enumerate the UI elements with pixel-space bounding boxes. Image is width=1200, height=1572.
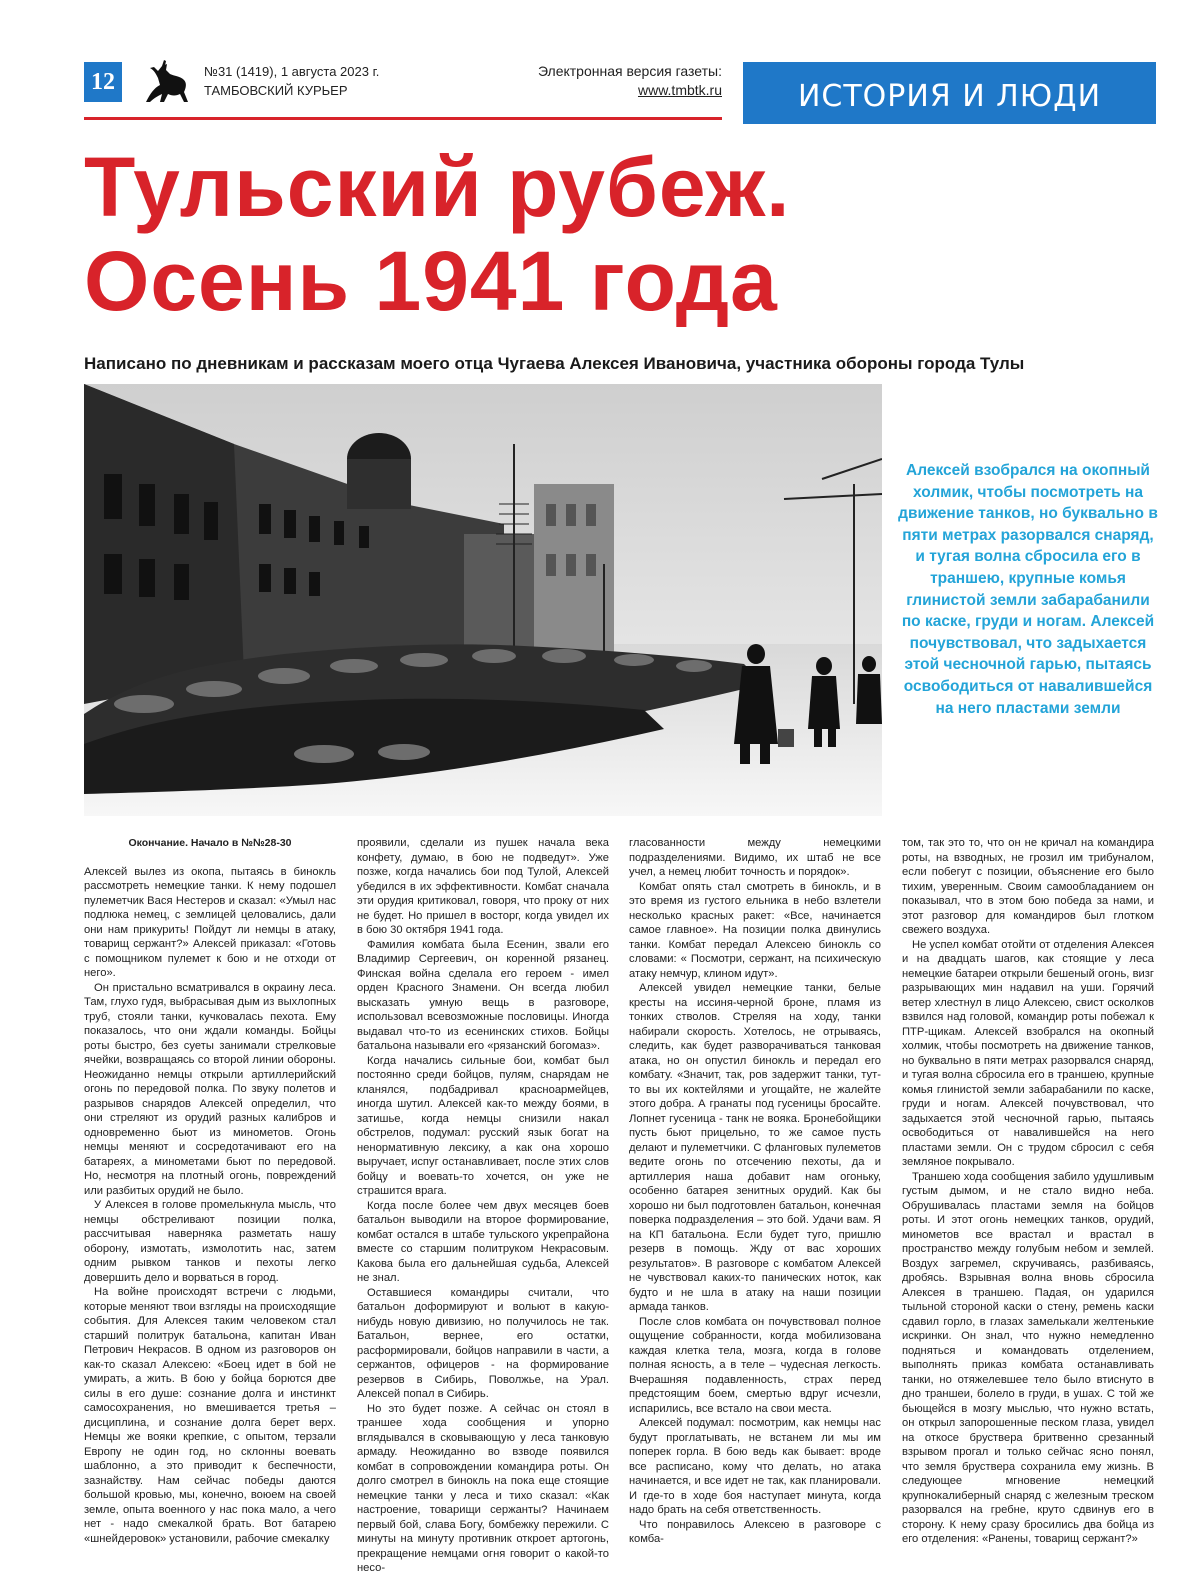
page-number: 12 (84, 62, 122, 102)
paragraph: Но это будет позже. А сейчас он стоял в траншее хода сообщения и упорно вглядывался в сковывающую у леса танковую армаду. Неожиданно во взводе появился комбат в сопровождении командира роты. Он долго смотрел в бинокль на пока еще стоящие немецкие танки у леса и тихо сказал: «Как настроение, товарищи сержанты? Начинаем первый бой, слава Богу, бомбежку пережили. С минуты на минуту противник откроет артогонь, прекращение немцами огня говорит о какой-то несо- (357, 1402, 609, 1572)
article-subtitle: Написано по дневникам и рассказам моего отца Чугаева Алексея Ивановича, участника обороны города Тулы (84, 354, 1025, 373)
paragraph: Фамилия комбата была Есенин, звали его Владимир Сергеевич, он коренной рязанец. Финская война сделала его героем - имел орден Красного Знамени. Он всегда любил высказать умную вещь в разговоре, использовал всевозможные пословицы. Иногда выдавал что-то из есенинских стихов. Бойцы батальона называли его «рязанский богомаз». (357, 938, 609, 1052)
paragraph: Он пристально всматривался в окраину леса. Там, глухо гудя, выбрасывая дым из выхлопных труб, стояли танки, кучковалась пехота. Ему показалось, что они ждали команды. Бойцы роты быстро, без суеты занимали стрелковые ячейки, возвращаясь со второй линии обороны. Неожиданно немцы открыли артиллерийский огонь по передовой полка. По звуку полетов и разрывов снарядов Алексей определил, что они стреляют из орудий разных калибров и одновременно бьют из минометов. Огонь немцы меняют и сосредотачивают его на батареях, а минометами бьют по передовой. Но, несмотря на плотный огонь, повреждений или разбитых орудий не было. (84, 981, 336, 1197)
paper-name: ТАМБОВСКИЙ КУРЬЕР (204, 83, 348, 98)
paragraph: Комбат опять стал смотреть в бинокль, и в это время из густого ельника в небо взлетели несколько красных ракет: «Все, начинается самое главное». На позиции полка двинулись танки. Комбат передал Алексею бинокль со словами: « Посмотри, сержант, на психическую атаку немчур, клином идут». (629, 880, 881, 980)
header-divider (84, 117, 722, 120)
ending-note: Окончание. Начало в №№28-30 (128, 837, 292, 849)
text-column-3 (629, 836, 881, 1547)
paragraph: гласованности между немецкими подразделениями. Видимо, их штаб не все учел, а немец любит точность и порядок». (629, 837, 881, 878)
article-title: Тульский рубеж. Осень 1941 года (84, 140, 791, 328)
text-column-1 (84, 836, 336, 1546)
paragraph: На войне происходят встречи с людьми, которые меняют твои взгляды на происходящие события. Для Алексея таким человеком стал старший политрук батальона, капитан Иван Петрович Некрасов. В одном из разговоров он как-то сказал Алексею: «Боец идет в бой не умирать, а жить. В бою у бойца борются две силы в его душе: сознание долга и инстинкт самосохранения, но вмешивается третья – дисциплина, и сознание долга берет верх. Немцы же вояки крепкие, с опытом, терзали Европу не один год, но склонны воевать шаблонно, а это приводит к беспечности, зазнайству. Нам сейчас победы даются большой кровью, мы, конечно, воюем на своей земле, опыта военного у нас пока мало, а чего нет - надо смекалкой брать. Вот батарею «шнейдеровок» установили, рабочие смекалку (84, 1286, 336, 1545)
paragraph: Когда после более чем двух месяцев боев батальон выводили на второе формирование, комбат остался в штабе тульского укрепрайона вместе со старшим политруком Некрасовым. Какова была его дальнейшая судьба, Алексей не знал. (357, 1199, 609, 1284)
paragraph: Алексей подумал: посмотрим, как немцы нас будут проглатывать, не встанем ли мы им поперек горла. В бою ведь как бывает: вроде все расписано, кому что делать, но атака начинается, и все идет не так, как планировали. И где-то в ходе боя наступает минута, когда надо брать на себя ответственность. (629, 1417, 881, 1516)
paragraph: Что понравилось Алексею в разговоре с комба- (629, 1518, 881, 1545)
text-column-4 (902, 836, 1154, 1547)
text-column-2 (357, 836, 609, 1572)
paragraph: Алексей увидел немецкие танки, белые кресты на иссиня-черной броне, пламя из тонких стволов. Стреляя на ходу, танки набирали скорость. Хотелось, не отрываясь, следить, как будет разворачиваться танковая атака, но он опустил бинокль и передал его комбату. «Значит, так, ров задержит танки, тут-то вы их коктейлями и угощайте, не жалейте этого добра. А гранаты под гусеницы бросайте. Лопнет гусеница - танк не вояка. Бронебойщики пусть бьют прицельно, то же самое пусть делают и пулеметчики. С фланговых пулеметов ведите огонь по отсечению пехоты, да и артиллерия наша добавит нам огоньку, особенно батарея зенитных орудий. Как бы хорошо ни был подготовлен батальон, конечная поверка подразделения – это бой. Удачи вам. Я на КП батальона. Если будет туго, пришлю резерв в помощь. Жду от вас хороших результатов». В разговоре с комбатом Алексей не чувствовал каких-то панических ноток, как будто и не шла в атаку на наши позиции армада танков. (629, 982, 881, 1313)
paragraph: Траншею хода сообщения забило удушливым густым дымом, и не стало видно неба. Обрушивалась пластами земля на бойцов роты. И этот огонь немецких танков, орудий, минометов все врастал и врастал в пространство между голубым небом и землей. Воздух загремел, скручиваясь, разбиваясь, дробясь. Взрывная волна вновь сбросила Алексея в траншею. Падая, он ударился тыльной стороной каски о стену, ремень каски сдавил горло, в глазах замелькали желтенькие искринки. Он знал, что нужно немедленно подняться и командовать отделением, выполнять приказ комбата останавливать танки, но отяжелевшее тело было втиснуто в дно траншеи, болело в груди, в ушах. С той же бьющейся в мозгу мыслью, что нужно встать, он открыл запорошенные песком глаза, увидел на откосе бруствера бритвенно срезанный взрывом прогал и только сейчас ясно понял, что земля бруствера сохранила ему жизнь. В следующее мгновение немецкий крупнокалиберный снаряд с железным треском разорвался на гребне, круто сдвинув его в сторону. К нему сразу бросились два бойца из его отделения: «Ранены, товарищ сержант?» (902, 1170, 1154, 1545)
historical-photo (84, 384, 882, 816)
paragraph: Когда начались сильные бои, комбат был постоянно среди бойцов, пулям, снарядам не кланялся, подбадривал красноармейцев, иногда шутил. Алексей как-то между боями, в затишье, когда немцы снизили накал обстрелов, подумал: русский язык богат на ненормативную лексику, а как она хорошо выручает, испуг останавливает, после этих слов бойцу и воевать-то хочется, он уже не страшится врага. (357, 1054, 609, 1197)
section-rubric: ИСТОРИЯ И ЛЮДИ (743, 62, 1156, 124)
paragraph: После слов комбата он почувствовал полное ощущение собранности, когда мобилизована каждая клетка тела, мозга, когда в голове полная ясность, а в теле – чудесная легкость. Вчерашняя подавленность, страх перед предстоящим боем, смертью вдруг исчезли, испарились, все встало на свои места. (629, 1315, 881, 1415)
website-link[interactable]: www.tmbtk.ru (637, 82, 722, 98)
paragraph: Оставшиеся командиры считали, что батальон доформируют и вольют в какую-нибудь новую дивизию, но получилось не так. Батальон, вернее, его остатки, расформировали, бойцов направили в части, а сержантов, офицеров - на формирование резервов в Сибирь, Поволжье, на Урал. Алексей попал в Сибирь. (357, 1286, 609, 1400)
paragraph: У Алексея в голове промелькнула мысль, что немцы обстреливают позиции полка, рассчитывая наверняка разметать нашу оборону, измотать, измолотить нас, затем одним рывком танков и пехоты легко довершить дело и ворваться в город. (84, 1199, 336, 1284)
paragraph: том, так это то, что он не кричал на командира роты, на взводных, не грозил им трибуналом, если побегут с позиции, объяснение его было тихим, уверенным. Своим самообладанием он показывал, что в этом бою победа за нами, и этот разговор для командиров был глотком свежего воздуха. (902, 837, 1154, 936)
pull-quote: Алексей взобрался на окопный холмик, чтобы посмотреть на движение танков, но буквально в пяти метрах разорвался снаряд, и тугая волна сбросила его в траншею, крупные комья глинистой земли забарабанили по каске, груди и ногам. Алексей почувствовал, что задыхается этой чесночной гарью, пытаясь освободиться от навалившейся на него пластами земли (898, 462, 1158, 717)
horse-rider-logo-icon (140, 58, 192, 106)
paragraph: проявили, сделали из пушек начала века конфету, думаю, в бою не подведут». Уже позже, когда начались бои под Тулой, Алексей убедился в их эффективности. Комбат сначала эти орудия критиковал, говоря, что проку от них не будет. Но пришел в восторг, когда увидел их в бою 30 октября 1941 года. (357, 837, 609, 936)
paragraph: Алексей вылез из окопа, пытаясь в бинокль рассмотреть немецкие танки. К нему подошел пулеметчик Вася Нестеров и сказал: «Умыл нас подлюка немец, с землицей целовались, дали они нам прикурить! Пойдут ли немцы в атаку, товарищ сержант?» Алексей приказал: «Готовь с помощником пулемет к бою и не отходи от него». (84, 865, 336, 979)
electronic-version (520, 62, 722, 100)
issue-info (204, 62, 379, 100)
issue-line: №31 (1419), 1 августа 2023 г. (204, 64, 380, 79)
paragraph: Не успел комбат отойти от отделения Алексея и на двадцать шагов, как стоящие у леса немецкие батареи открыли бешеный огонь, визг разрывающих мин надавил на уши. Горячий ветер хлестнул в лицо Алексею, свист осколков взвился над головой, командир роты побежал к ПТР-щикам. Алексей взобрался на окопный холмик, чтобы посмотреть на движение танков, но буквально в пяти метрах разорвался снаряд, и тугая волна сбросила его в траншею, крупные комья глинистой земли забарабанили по каске, груди и ногам. Алексей почувствовал, что задыхается этой чесночной гарью, пытаясь освободиться от навалившейся на него пластами земли. Он с трудом сбросил с себя земляное покрывало. (902, 938, 1154, 1168)
electronic-label: Электронная версия газеты: (537, 63, 722, 79)
